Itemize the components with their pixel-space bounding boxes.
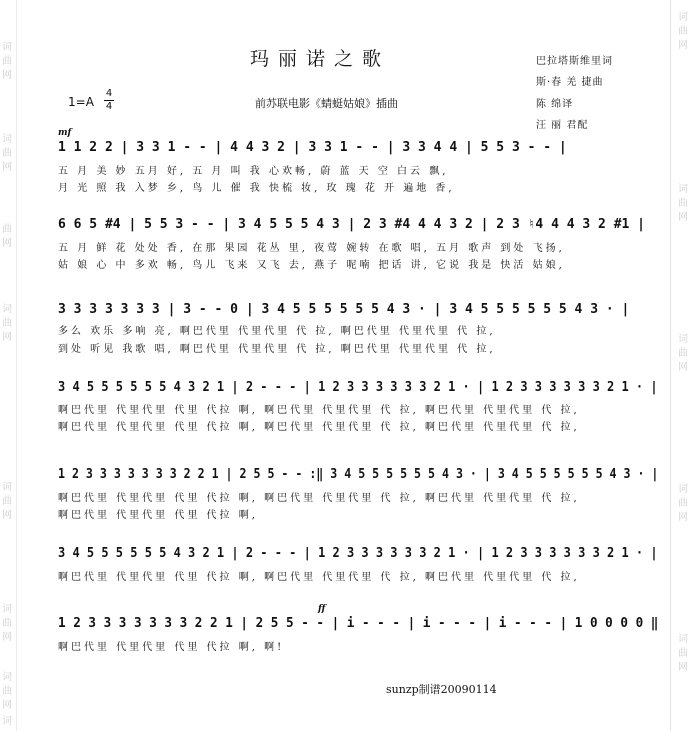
watermark-char: 词 (2, 42, 12, 53)
watermark-char: 词 (678, 634, 688, 645)
watermark-char: 词 (2, 134, 12, 145)
score-row-6-notes: 3 4 5 5 5 5 5 5 4 3 2 1 | 2 - - - | 1 2 3 3 3 3 3 3 2 1 · | 1 2 3 3 3 3 3 3 2 1 · | (58, 546, 658, 561)
watermark-char: 网 (2, 238, 12, 249)
credit-lyricist: 巴拉塔斯维里词 (536, 56, 613, 67)
key-signature: 1=A (68, 95, 94, 109)
watermark-char: 网 (2, 510, 12, 521)
watermark-char: 词 (678, 12, 688, 23)
watermark-char: 词 (2, 604, 12, 615)
watermark-char: 网 (678, 40, 688, 51)
watermark-char: 词 (678, 184, 688, 195)
watermark-char: 网 (678, 212, 688, 223)
score-row-2-lyric-1: 五 月 鲜 花 处处 香, 在那 果园 花丛 里, 夜莺 婉转 在歌 唱, 五月 歌声 到处 飞扬, (58, 243, 565, 254)
score-row-5-notes: 1 2 3 3 3 3 3 3 3 2 2 1 | 2 5 5 - - :‖ 3 4 5 5 5 5 5 5 4 3 · | 3 4 5 5 5 5 5 5 4 3 · | (58, 467, 659, 482)
right-margin-rule (670, 0, 671, 731)
score-row-1-lyric-1: 五 月 美 妙 五月 好, 五 月 叫 我 心欢畅, 蔚 蓝 天 空 白云 飘, (58, 166, 449, 177)
score-row-5-lyric-1: 啊巴代里 代里代里 代里 代拉 啊, 啊巴代里 代里代里 代 拉, 啊巴代里 代里代里 代 拉, (58, 493, 580, 504)
watermark-char: 词 (2, 672, 12, 683)
watermark-char: 曲 (678, 198, 688, 209)
watermark-char: 词 (2, 304, 12, 315)
time-signature (104, 89, 114, 112)
dynamic-mf: mf (58, 128, 72, 138)
watermark-char: 曲 (678, 498, 688, 509)
watermark-left (2, 0, 16, 731)
score-row-3-notes: 3 3 3 3 3 3 3 | 3 - - 0 | 3 4 5 5 5 5 5 5 4 3 · | 3 4 5 5 5 5 5 5 4 3 · | (58, 302, 630, 317)
watermark-char: 网 (678, 662, 688, 673)
watermark-char: 曲 (2, 224, 12, 235)
credit-composer: 斯·春 羌 捷曲 (536, 77, 604, 88)
watermark-char: 曲 (678, 26, 688, 37)
watermark-char: 曲 (2, 318, 12, 329)
score-row-6-lyric-1: 啊巴代里 代里代里 代里 代拉 啊, 啊巴代里 代里代里 代 拉, 啊巴代里 代里代里 代 拉, (58, 572, 580, 583)
score-row-2-notes: 6 6 5 #4 | 5 5 3 - - | 3 4 5 5 5 4 3 | 2 3 #4 4 4 3 2 | 2 3 ♮4 4 4 3 2 #1 | (58, 217, 645, 232)
watermark-char: 曲 (2, 496, 12, 507)
score-row-3-lyric-1: 多么 欢乐 多响 亮, 啊巴代里 代里代里 代 拉, 啊巴代里 代里代里 代 拉, (58, 326, 496, 337)
watermark-char: 曲 (2, 618, 12, 629)
score-row-4-lyric-2: 啊巴代里 代里代里 代里 代拉 啊, 啊巴代里 代里代里 代 拉, 啊巴代里 代里代里 代 拉, (58, 422, 580, 433)
watermark-char: 网 (2, 70, 12, 81)
watermark-char: 曲 (2, 56, 12, 67)
watermark-char: 曲 (2, 148, 12, 159)
watermark-char: 词 (678, 484, 688, 495)
dynamic-ff: ff (318, 604, 326, 614)
watermark-char: 网 (678, 362, 688, 373)
score-row-2-lyric-2: 姑 娘 心 中 多欢 畅, 鸟儿 飞来 又飞 去, 燕子 呢喃 把话 讲, 它说 我是 快活 姑娘, (58, 260, 565, 271)
song-title: 玛丽诺之歌 (250, 48, 391, 70)
watermark-char: 词 (2, 482, 12, 493)
score-row-3-lyric-2: 到处 听见 我歌 唱, 啊巴代里 代里代里 代 拉, 啊巴代里 代里代里 代 拉, (58, 344, 496, 355)
time-numerator: 4 (105, 88, 113, 99)
credit-arranger: 汪 丽 君配 (536, 120, 589, 131)
time-denominator: 4 (105, 101, 113, 112)
score-row-7-lyric-1: 啊巴代里 代里代里 代里 代拉 啊, 啊! (58, 642, 285, 653)
score-row-4-notes: 3 4 5 5 5 5 5 5 4 3 2 1 | 2 - - - | 1 2 3 3 3 3 3 3 2 1 · | 1 2 3 3 3 3 3 3 2 1 · | (58, 380, 658, 395)
score-row-4-lyric-1: 啊巴代里 代里代里 代里 代拉 啊, 啊巴代里 代里代里 代 拉, 啊巴代里 代里代里 代 拉, (58, 405, 580, 416)
watermark-char: 曲 (678, 648, 688, 659)
watermark-char: 曲 (678, 348, 688, 359)
credit-translator: 陈 绵译 (536, 99, 574, 110)
score-row-1-notes: 1 1 2 2 | 3 3 1 - - | 4 4 3 2 | 3 3 1 - - | 3 3 4 4 | 5 5 3 - - | (58, 140, 567, 155)
watermark-char: 网 (2, 162, 12, 173)
score-row-1-lyric-2: 月 光 照 我 入梦 乡, 鸟 儿 催 我 快梳 妆, 玫 瑰 花 开 遍地 香, (58, 183, 455, 194)
score-row-5-lyric-2: 啊巴代里 代里代里 代里 代拉 啊, (58, 510, 258, 521)
watermark-char: 词 (2, 716, 12, 727)
watermark-right (678, 0, 692, 731)
transcriber-footer: sunzp制谱20090114 (386, 683, 497, 696)
left-margin-rule (16, 0, 17, 731)
source-note: 前苏联电影《蜻蜓姑娘》插曲 (255, 97, 398, 110)
watermark-char: 网 (2, 700, 12, 711)
watermark-char: 网 (678, 512, 688, 523)
score-row-7-notes: 1 2 3 3 3 3 3 3 3 2 2 1 | 2 5 5 - - | i - - - | i - - - | i - - - | 1 0 0 0 0 ‖ (58, 616, 659, 631)
watermark-char: 网 (2, 632, 12, 643)
watermark-char: 曲 (2, 686, 12, 697)
watermark-char: 网 (2, 332, 12, 343)
watermark-char: 词 (678, 334, 688, 345)
